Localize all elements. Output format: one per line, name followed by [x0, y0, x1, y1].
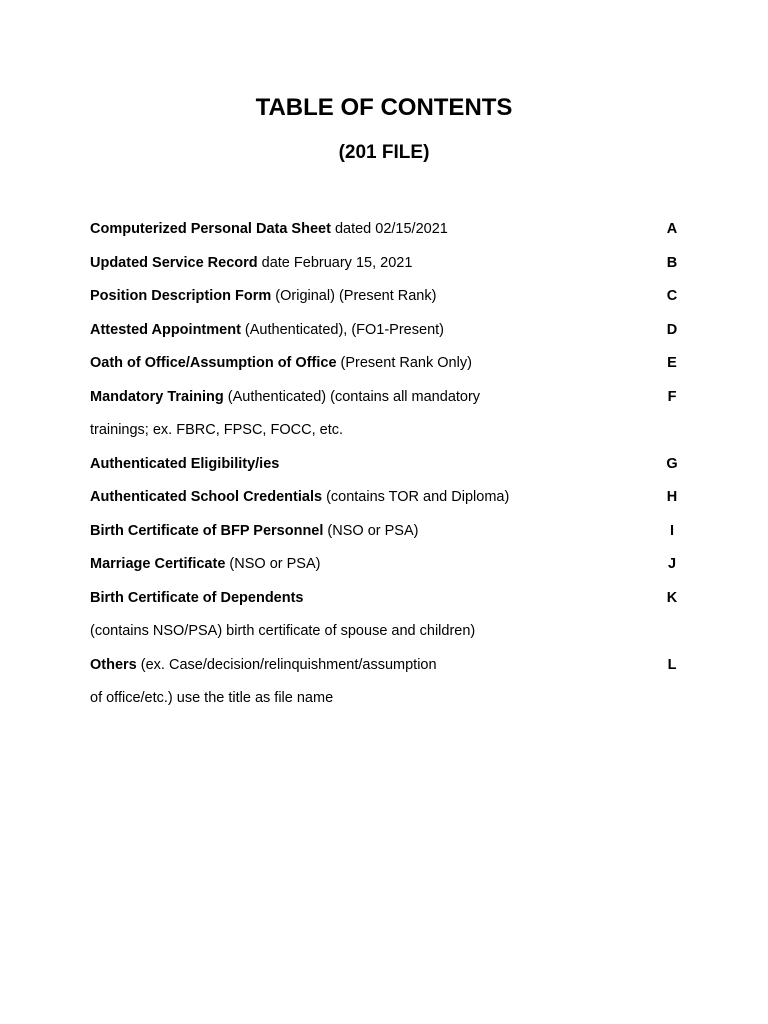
- toc-entry: [90, 218, 690, 252]
- toc-entry-text: [90, 690, 333, 706]
- toc-entry-section-letter: K: [666, 589, 678, 606]
- toc-entry: [90, 386, 690, 420]
- toc-entry-description: (ex. Case/decision/relinquishment/assumption: [136, 656, 437, 673]
- toc-entry-text: [90, 489, 509, 505]
- toc-entry-title: Marriage Certificate: [90, 556, 226, 572]
- toc-entry: [90, 419, 690, 453]
- toc-entry-title: Birth Certificate of BFP Personnel: [90, 522, 324, 539]
- toc-entry-text: [90, 523, 418, 539]
- toc-entry-text: [90, 221, 448, 237]
- toc-entry-title: Attested Appointment: [90, 321, 241, 338]
- toc-entry-title: Authenticated Eligibility/ies: [90, 455, 280, 472]
- toc-entry-text: [90, 355, 472, 371]
- toc-entry-description: date February 15, 2021: [257, 254, 413, 271]
- toc-entry-description: of office/etc.) use the title as file name: [90, 690, 334, 706]
- toc-entry-description: (Present Rank Only): [336, 355, 472, 371]
- toc-entry-text: [90, 590, 304, 606]
- toc-entry-description: (Authenticated), (FO1-Present): [240, 321, 444, 338]
- toc-entry-text: [90, 556, 320, 572]
- toc-entry: [90, 520, 690, 554]
- toc-entry-section-letter: I: [669, 522, 675, 539]
- toc-entry-text: [90, 322, 444, 338]
- toc-entry-text: [90, 288, 436, 304]
- toc-entry-title: Updated Service Record: [90, 254, 258, 271]
- toc-entry: [90, 319, 690, 353]
- toc-entry-description: trainings; ex. FBRC, FPSC, FOCC, etc.: [90, 422, 343, 438]
- toc-entry-description: (Original) (Present Rank): [271, 288, 437, 304]
- toc-entry: [90, 453, 690, 487]
- toc-entry-section-letter: E: [667, 355, 677, 371]
- toc-entry: [90, 553, 690, 587]
- toc-entry-description: (contains TOR and Diploma): [322, 489, 510, 505]
- document-title: TABLE OF CONTENTS: [255, 94, 513, 121]
- toc-entry: [90, 587, 690, 621]
- toc-entry-description: (contains NSO/PSA) birth certificate of spouse and children): [90, 623, 476, 639]
- toc-entry-text: [90, 389, 480, 405]
- toc-entry-title: Position Description Form: [90, 288, 272, 304]
- toc-entry-title: Computerized Personal Data Sheet: [90, 221, 331, 237]
- toc-entry-text: [90, 657, 437, 673]
- toc-entry-title: Oath of Office/Assumption of Office: [90, 355, 337, 371]
- toc-entry-section-letter: A: [666, 221, 678, 237]
- toc-entry: [90, 352, 690, 386]
- toc-entry-title: Mandatory Training: [90, 388, 224, 405]
- toc-entry: [90, 620, 690, 654]
- toc-entry-section-letter: D: [666, 321, 678, 338]
- toc-entry-title: Authenticated School Credentials: [90, 489, 323, 505]
- toc-entry-title: Birth Certificate of Dependents: [90, 589, 304, 606]
- toc-entry-description: dated 02/15/2021: [330, 221, 448, 237]
- toc-entry-text: [90, 255, 412, 271]
- toc-entry: [90, 687, 690, 721]
- document-subtitle: (201 FILE): [338, 142, 430, 163]
- toc-entry-text: [90, 422, 343, 438]
- toc-entry-description: (Authenticated) (contains all mandatory: [223, 388, 481, 405]
- toc-entry-description: (NSO or PSA): [323, 522, 419, 539]
- toc-entry-section-letter: H: [666, 489, 678, 505]
- toc-entry-section-letter: F: [667, 388, 677, 405]
- toc-entry: [90, 252, 690, 286]
- toc-entry: [90, 285, 690, 319]
- toc-entry-title: Others: [90, 656, 137, 673]
- toc-entry-text: [90, 623, 475, 639]
- toc-entry: [90, 486, 690, 520]
- toc-entry-text: [90, 456, 279, 472]
- toc-entry-section-letter: J: [667, 556, 677, 572]
- toc-entry-section-letter: B: [666, 254, 678, 271]
- toc-entry: [90, 654, 690, 688]
- toc-entry-section-letter: G: [666, 455, 678, 472]
- toc-entry-section-letter: C: [666, 288, 678, 304]
- toc-entry-section-letter: L: [667, 656, 677, 673]
- toc-entry-description: (NSO or PSA): [225, 556, 321, 572]
- table-of-contents: [90, 218, 690, 721]
